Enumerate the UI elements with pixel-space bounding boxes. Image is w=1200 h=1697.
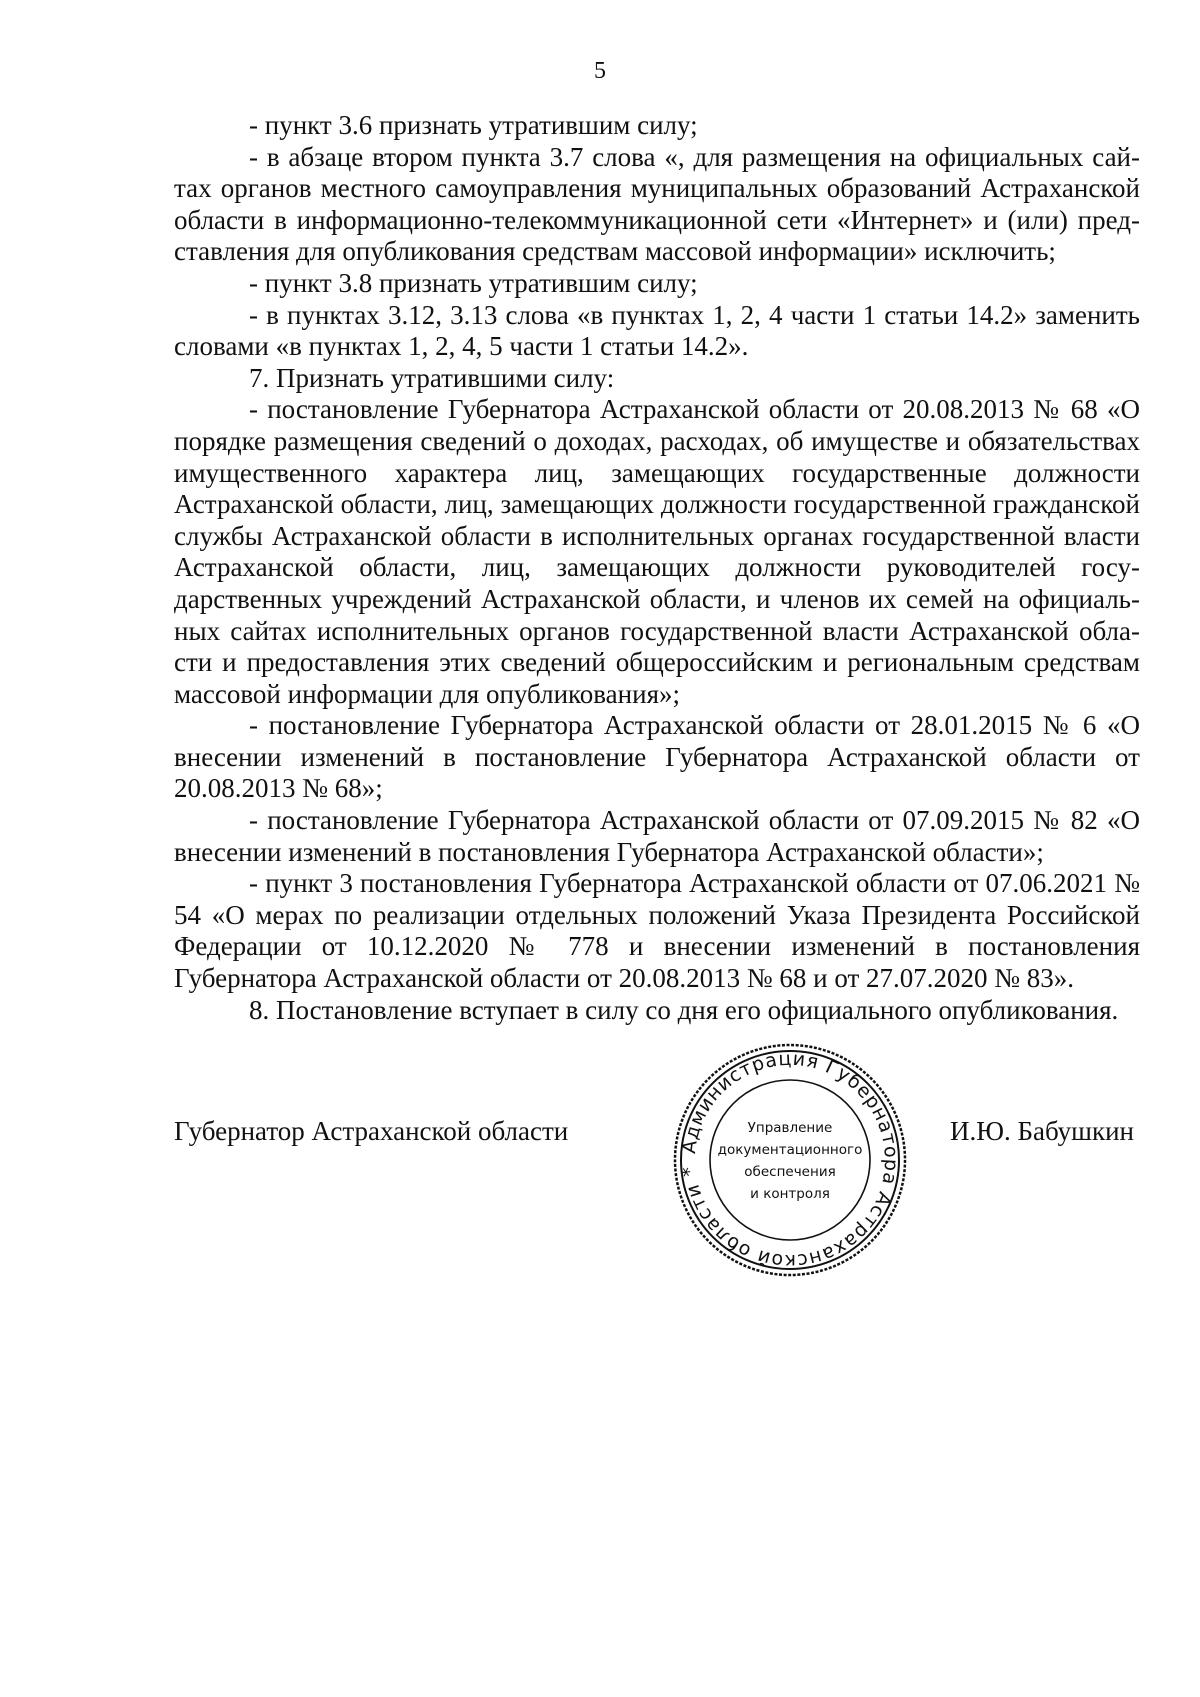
paragraph: - постановление Губернатора Астраханской области от 20.08.2013 № 68 «О порядке размещения сведений о доходах, расходах, об имуществе и обязательствах имущественного характера лиц, замещающих государственные должности Астраханской области, лиц, замещающих должности государственной гражданской службы Астраханской области в исполнительных органах государственной власти Астраханской области, лиц, замещающих должности руководителей государственных учреждений Астраханской области, и членов их семей на официальных сайтах исполнительных органов государственной власти Астраханской области и предоставления этих сведений общероссийским и региональным средствам массовой информации для опубликования»;	[174, 394, 1140, 709]
paragraph: - в пунктах 3.12, 3.13 слова «в пунктах 1, 2, 4 части 1 статьи 14.2» заменить словами «в пунктах 1, 2, 4, 5 части 1 статьи 14.2».	[174, 299, 1140, 362]
paragraph: - постановление Губернатора Астраханской области от 28.01.2015 № 6 «О внесении изменений в постановление Губернатора Астраханской области от 20.08.2013 № 68»;	[174, 710, 1140, 804]
seal-center-line: Управление	[747, 1120, 833, 1136]
official-seal	[672, 1042, 908, 1278]
page-number: 5	[594, 58, 606, 84]
signatory-name: И.Ю. Бабушкин	[949, 1116, 1134, 1146]
paragraph: 7. Признать утратившими силу:	[249, 362, 615, 393]
seal-ring-text: Администрация Губернатора Астраханской области *	[678, 1047, 903, 1273]
paragraph: - в абзаце втором пункта 3.7 слова «, для размещения на официальных сайтах органов местного самоуправления муниципальных образований Астраханской области в информационно-телекоммуникационной сети «Интернет» и (или) представления для опубликования средствам массовой информации» исключить;	[174, 141, 1140, 267]
signatory-position: Губернатор Астраханской области	[174, 1116, 569, 1146]
paragraph: - постановление Губернатора Астраханской области от 07.09.2015 № 82 «О внесении изменений в постановления Губернатора Астраханской области»;	[174, 805, 1140, 867]
paragraph: 8. Постановление вступает в силу со дня его официального опубликования.	[249, 994, 1119, 1025]
seal-center-line: обеспечения	[744, 1164, 836, 1180]
seal-graphic	[672, 1042, 908, 1278]
seal-inner-circle	[710, 1080, 870, 1240]
paragraph: - пункт 3 постановления Губернатора Астраханской области от 07.06.2021 № 54 «О мерах по реализации отдельных положений Указа Президента Российской Федерации от 10.12.2020 № 778 и внесении изменений в постановления Губернатора Астраханской области от 20.08.2013 № 68 и от 27.07.2020 № 83».	[174, 868, 1140, 994]
seal-center-line: и контроля	[750, 1186, 830, 1202]
seal-center-line: документационного	[717, 1142, 863, 1158]
paragraph: - пункт 3.8 признать утратившим силу;	[249, 267, 698, 298]
paragraph: - пункт 3.6 признать утратившим силу;	[249, 110, 698, 140]
document-body	[174, 110, 1140, 1026]
